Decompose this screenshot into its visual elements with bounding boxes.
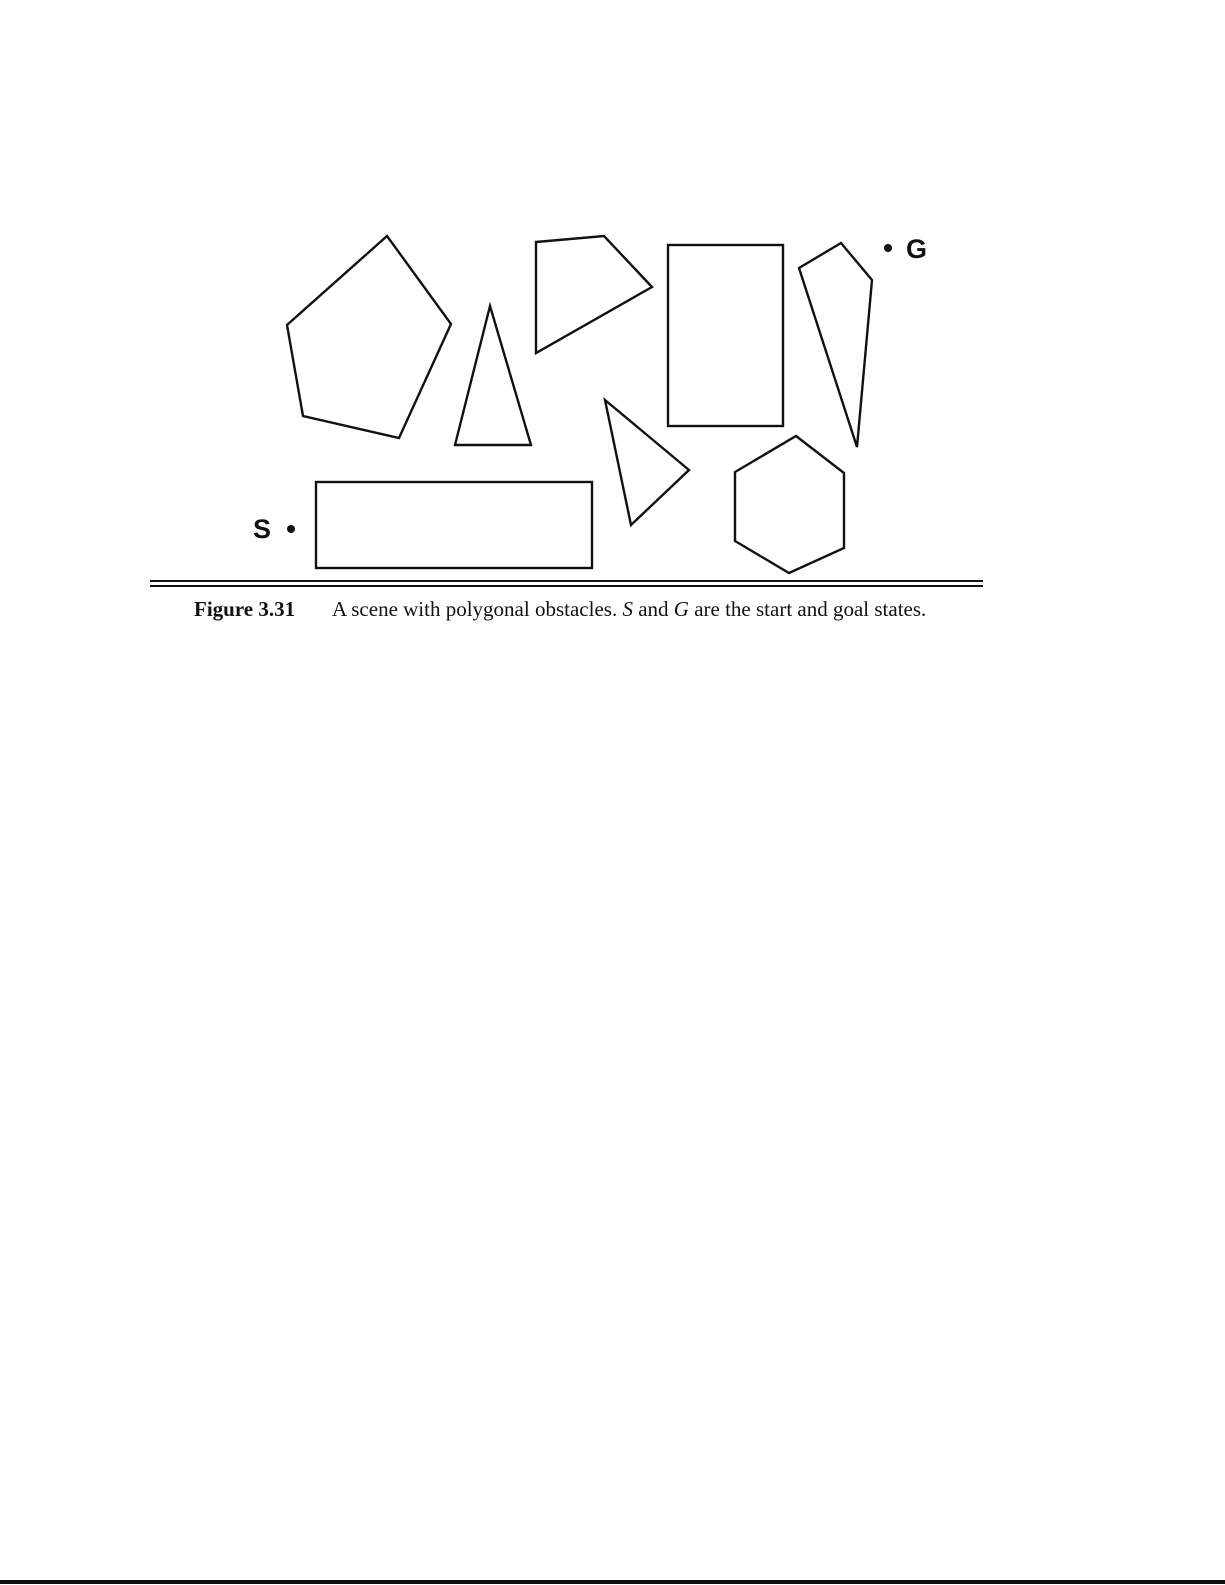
figure-caption bbox=[194, 595, 926, 623]
obstacle-tall-triangle bbox=[455, 306, 531, 445]
start-point-dot bbox=[287, 525, 295, 533]
caption-text-after: are the start and goal states. bbox=[688, 597, 927, 621]
caption-text-middle: and bbox=[632, 597, 674, 621]
obstacle-wide-rectangle bbox=[316, 482, 592, 568]
start-point-label: S bbox=[253, 514, 272, 544]
goal-point-dot bbox=[884, 244, 892, 252]
caption-s-symbol: S bbox=[622, 597, 633, 621]
obstacle-quadrilateral bbox=[536, 236, 652, 353]
goal-point-label: G bbox=[906, 234, 928, 264]
obstacle-small-triangle bbox=[605, 400, 689, 525]
obstacle-thin-quadrilateral bbox=[799, 243, 872, 447]
obstacle-hexagon bbox=[735, 436, 844, 573]
caption-text-before: A scene with polygonal obstacles. bbox=[332, 597, 623, 621]
obstacle-upright-rectangle bbox=[668, 245, 783, 426]
figure-caption-text bbox=[332, 597, 926, 621]
page-bottom-edge bbox=[0, 1580, 1225, 1584]
obstacle-pentagon bbox=[287, 236, 451, 438]
figure-caption-label: Figure 3.31 bbox=[194, 597, 296, 621]
caption-g-symbol: G bbox=[673, 597, 689, 621]
